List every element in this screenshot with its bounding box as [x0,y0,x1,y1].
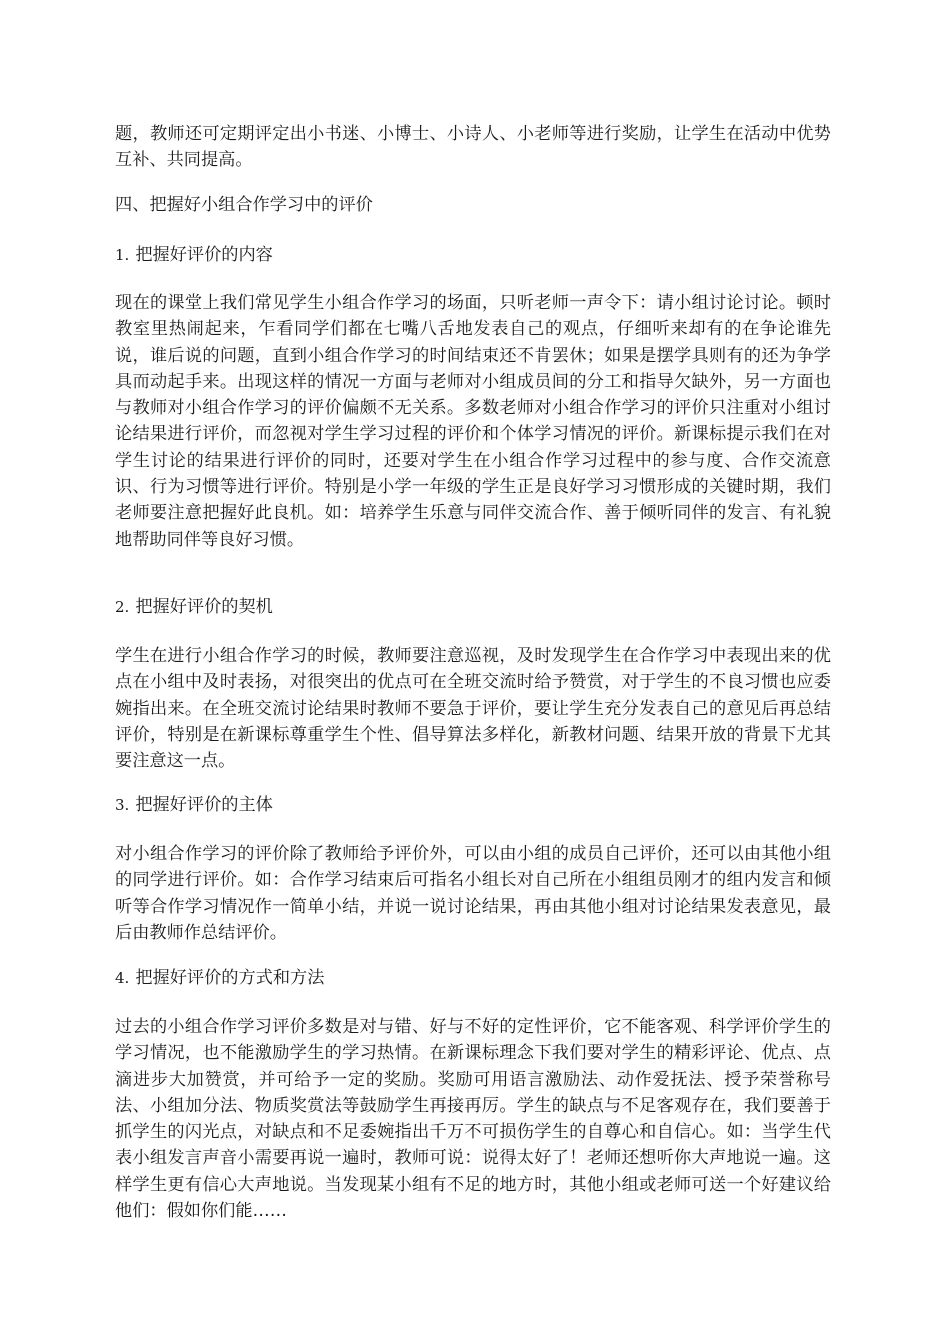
subsection-3-title: 把握好评价的主体 [135,795,273,815]
subsection-2-title: 把握好评价的契机 [135,597,273,617]
section-4-heading: 四、把握好小组合作学习中的评价 [115,195,373,215]
subsection-2-number: 2. [115,598,130,616]
subsection-3-heading [115,792,831,818]
subsection-1-body: 现在的课堂上我们常见学生小组合作学习的场面，只听老师一声令下：请小组讨论讨论。顿时教室里热闹起来，乍看同学们都在七嘴八舌地发表自己的观点，仔细听来却有的在争论谁先说，谁后说的问题，直到小组合作学习的时间结束还不肯罢休；如果是摆学具则有的还为争学具而动起手来。出现这样的情况一方面与老师对小组成员间的分工和指导欠缺外，另一方面也与教师对小组合作学习的评价偏颇不无关系。多数老师对小组合作学习的评价只注重对小组讨论结果进行评价，而忽视对学生学习过程的评价和个体学习情况的评价。新课标提示我们在对学生讨论的结果进行评价的同时，还要对学生在小组合作学习过程中的参与度、合作交流意识、行为习惯等进行评价。特别是小学一年级的学生正是良好学习习惯形成的关键时期，我们老师要注意把握好此良机。如：培养学生乐意与同伴交流合作、善于倾听同伴的发言、有礼貌地帮助同伴等良好习惯。 [115,293,831,550]
subsection-1-title: 把握好评价的内容 [135,245,273,265]
intro-paragraph: 题，教师还可定期评定出小书迷、小博士、小诗人、小老师等进行奖励，让学生在活动中优势互补、共同提高。 [115,124,831,171]
subsection-2-body: 学生在进行小组合作学习的时候，教师要注意巡视，及时发现学生在合作学习中表现出来的优点在小组中及时表扬，对很突出的优点可在全班交流时给予赞赏，对于学生的不良习惯也应委婉指出来。在全班交流讨论结果时教师不要急于评价，要让学生充分发表自己的意见后再总结评价，特别是在新课标尊重学生个性、倡导算法多样化，新教材问题、结果开放的背景下尤其要注意这一点。 [115,646,831,772]
subsection-2-heading [115,594,831,620]
subsection-4-number: 4. [115,969,130,987]
subsection-1-number: 1. [115,246,130,264]
subsection-4-title: 把握好评价的方式和方法 [135,968,325,988]
subsection-3-body: 对小组合作学习的评价除了教师给予评价外，可以由小组的成员自己评价，还可以由其他小组的同学进行评价。如：合作学习结束后可指名小组长对自己所在小组组员刚才的组内发言和倾听等合作学习情况作一简单小结，并说一说讨论结果，再由其他小组对讨论结果发表意见，最后由教师作总结评价。 [115,844,831,943]
subsection-3-number: 3. [115,796,130,814]
subsection-4-heading [115,965,831,991]
subsection-1-heading [115,242,831,268]
subsection-4-body: 过去的小组合作学习评价多数是对与错、好与不好的定性评价，它不能客观、科学评价学生的学习情况，也不能激励学生的学习热情。在新课标理念下我们要对学生的精彩评论、优点、点滴进步大加赞赏，并可给予一定的奖励。奖励可用语言激励法、动作爱抚法、授予荣誉称号法、小组加分法、物质奖赏法等鼓励学生再接再厉。学生的缺点与不足客观存在，我们要善于抓学生的闪光点，对缺点和不足委婉指出千万不可损伤学生的自尊心和自信心。如：当学生代表小组发言声音小需要再说一遍时，教师可说：说得太好了！老师还想听你大声地说一遍。这样学生更有信心大声地说。当发现某小组有不足的地方时，其他小组或老师可送一个好建议给他们：假如你们能…… [115,1017,831,1222]
